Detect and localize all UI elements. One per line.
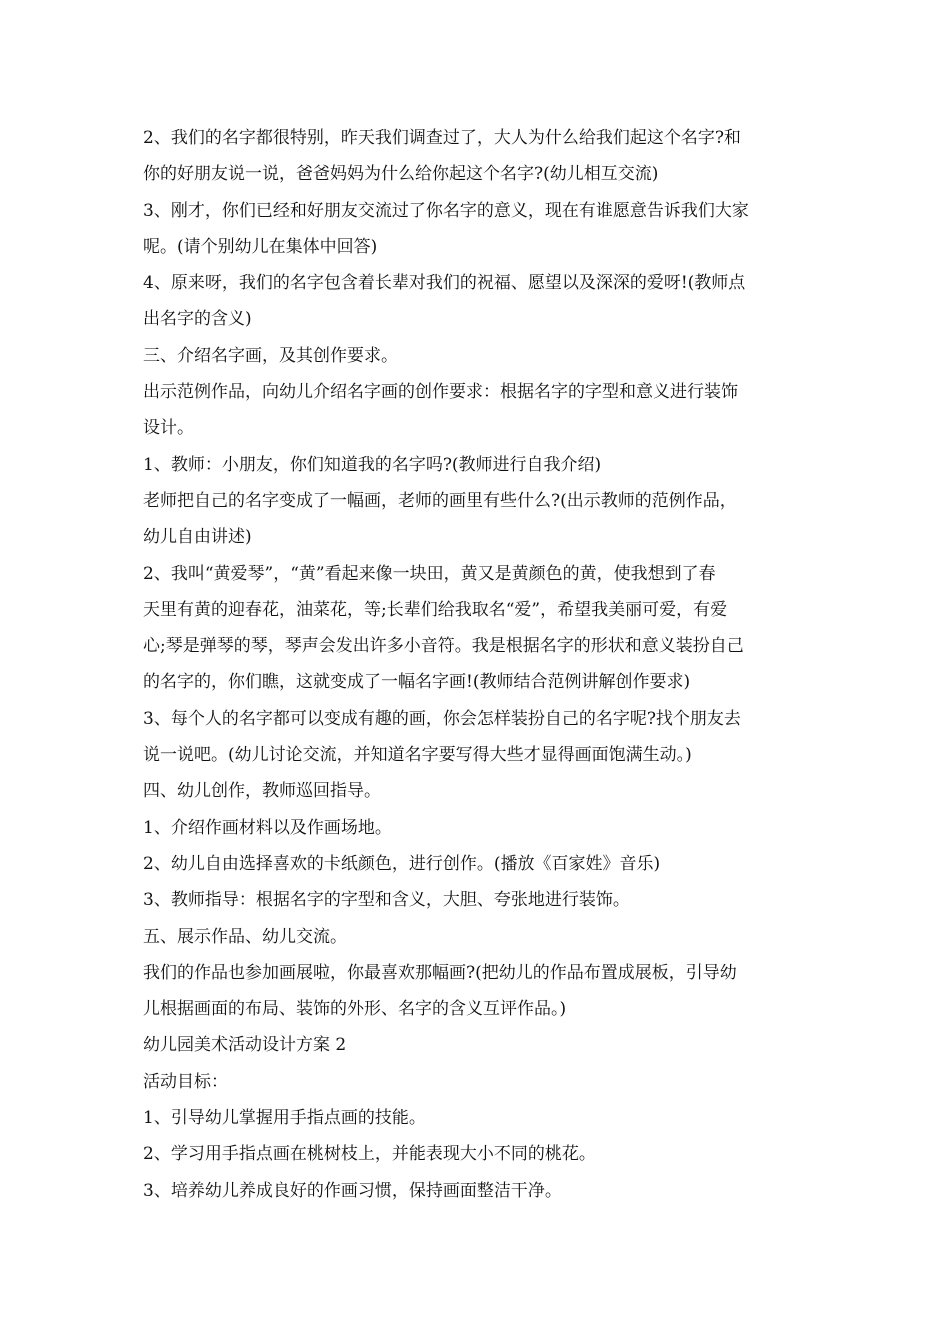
section-heading: 五、展示作品、幼儿交流。 — [143, 926, 347, 947]
text-line: 我们的作品也参加画展啦，你最喜欢那幅画?(把幼儿的作品布置成展板，引导幼 — [143, 962, 737, 983]
text-line: 3、每个人的名字都可以变成有趣的画，你会怎样装扮自己的名字呢?找个朋友去 — [143, 708, 741, 729]
text-line: 幼儿自由讲述) — [143, 527, 252, 548]
text-line: 儿根据画面的布局、装饰的外形、名字的含义互评作品。) — [143, 999, 567, 1020]
text-line: 心;琴是弹琴的琴，琴声会发出许多小音符。我是根据名字的形状和意义装扮自己 — [143, 636, 744, 657]
text-line: 1、引导幼儿掌握用手指点画的技能。 — [143, 1108, 426, 1129]
text-line: 2、我们的名字都很特别，昨天我们调查过了，大人为什么给我们起这个名字?和 — [143, 128, 741, 148]
text-line: 你的好朋友说一说，爸爸妈妈为什么给你起这个名字?(幼儿相互交流) — [143, 164, 659, 185]
text-line: 出名字的含义) — [143, 309, 252, 330]
text-line: 呢。(请个别幼儿在集体中回答) — [143, 236, 378, 257]
text-line: 2、幼儿自由选择喜欢的卡纸颜色，进行创作。(播放《百家姓》音乐) — [143, 853, 661, 874]
text-line: 老师把自己的名字变成了一幅画，老师的画里有些什么?(出示教师的范例作品， — [143, 490, 737, 511]
subheading: 活动目标： — [143, 1071, 228, 1092]
text-line: 2、学习用手指点画在桃树枝上，并能表现大小不同的桃花。 — [143, 1144, 596, 1165]
document-body — [143, 120, 813, 1209]
plan-title: 幼儿园美术活动设计方案 2 — [143, 1035, 347, 1056]
text-line: 3、教师指导：根据名字的字型和含义，大胆、夸张地进行装饰。 — [143, 890, 630, 911]
section-heading: 三、介绍名字画，及其创作要求。 — [143, 345, 398, 366]
text-line: 天里有黄的迎春花，油菜花，等;长辈们给我取名“爱”，希望我美丽可爱，有爱 — [143, 599, 728, 620]
text-line: 说一说吧。(幼儿讨论交流，并知道名字要写得大些才显得画面饱满生动。) — [143, 745, 692, 766]
text-line: 1、介绍作画材料以及作画场地。 — [143, 817, 392, 838]
text-line: 3、培养幼儿养成良好的作画习惯，保持画面整洁干净。 — [143, 1180, 562, 1201]
text-line: 2、我叫“黄爱琴”，“黄”看起来像一块田，黄又是黄颜色的黄，使我想到了春 — [143, 563, 716, 584]
section-heading: 四、幼儿创作，教师巡回指导。 — [143, 781, 381, 802]
text-line: 的名字的，你们瞧，这就变成了一幅名字画!(教师结合范例讲解创作要求) — [143, 672, 691, 693]
text-line: 1、教师：小朋友，你们知道我的名字吗?(教师进行自我介绍) — [143, 454, 602, 475]
text-line: 3、刚才，你们已经和好朋友交流过了你名字的意义，现在有谁愿意告诉我们大家 — [143, 200, 749, 221]
text-line: 出示范例作品，向幼儿介绍名字画的创作要求：根据名字的字型和意义进行装饰 — [143, 382, 738, 403]
text-line: 4、原来呀，我们的名字包含着长辈对我们的祝福、愿望以及深深的爱呀!(教师点 — [143, 273, 746, 294]
text-line: 设计。 — [143, 418, 194, 439]
